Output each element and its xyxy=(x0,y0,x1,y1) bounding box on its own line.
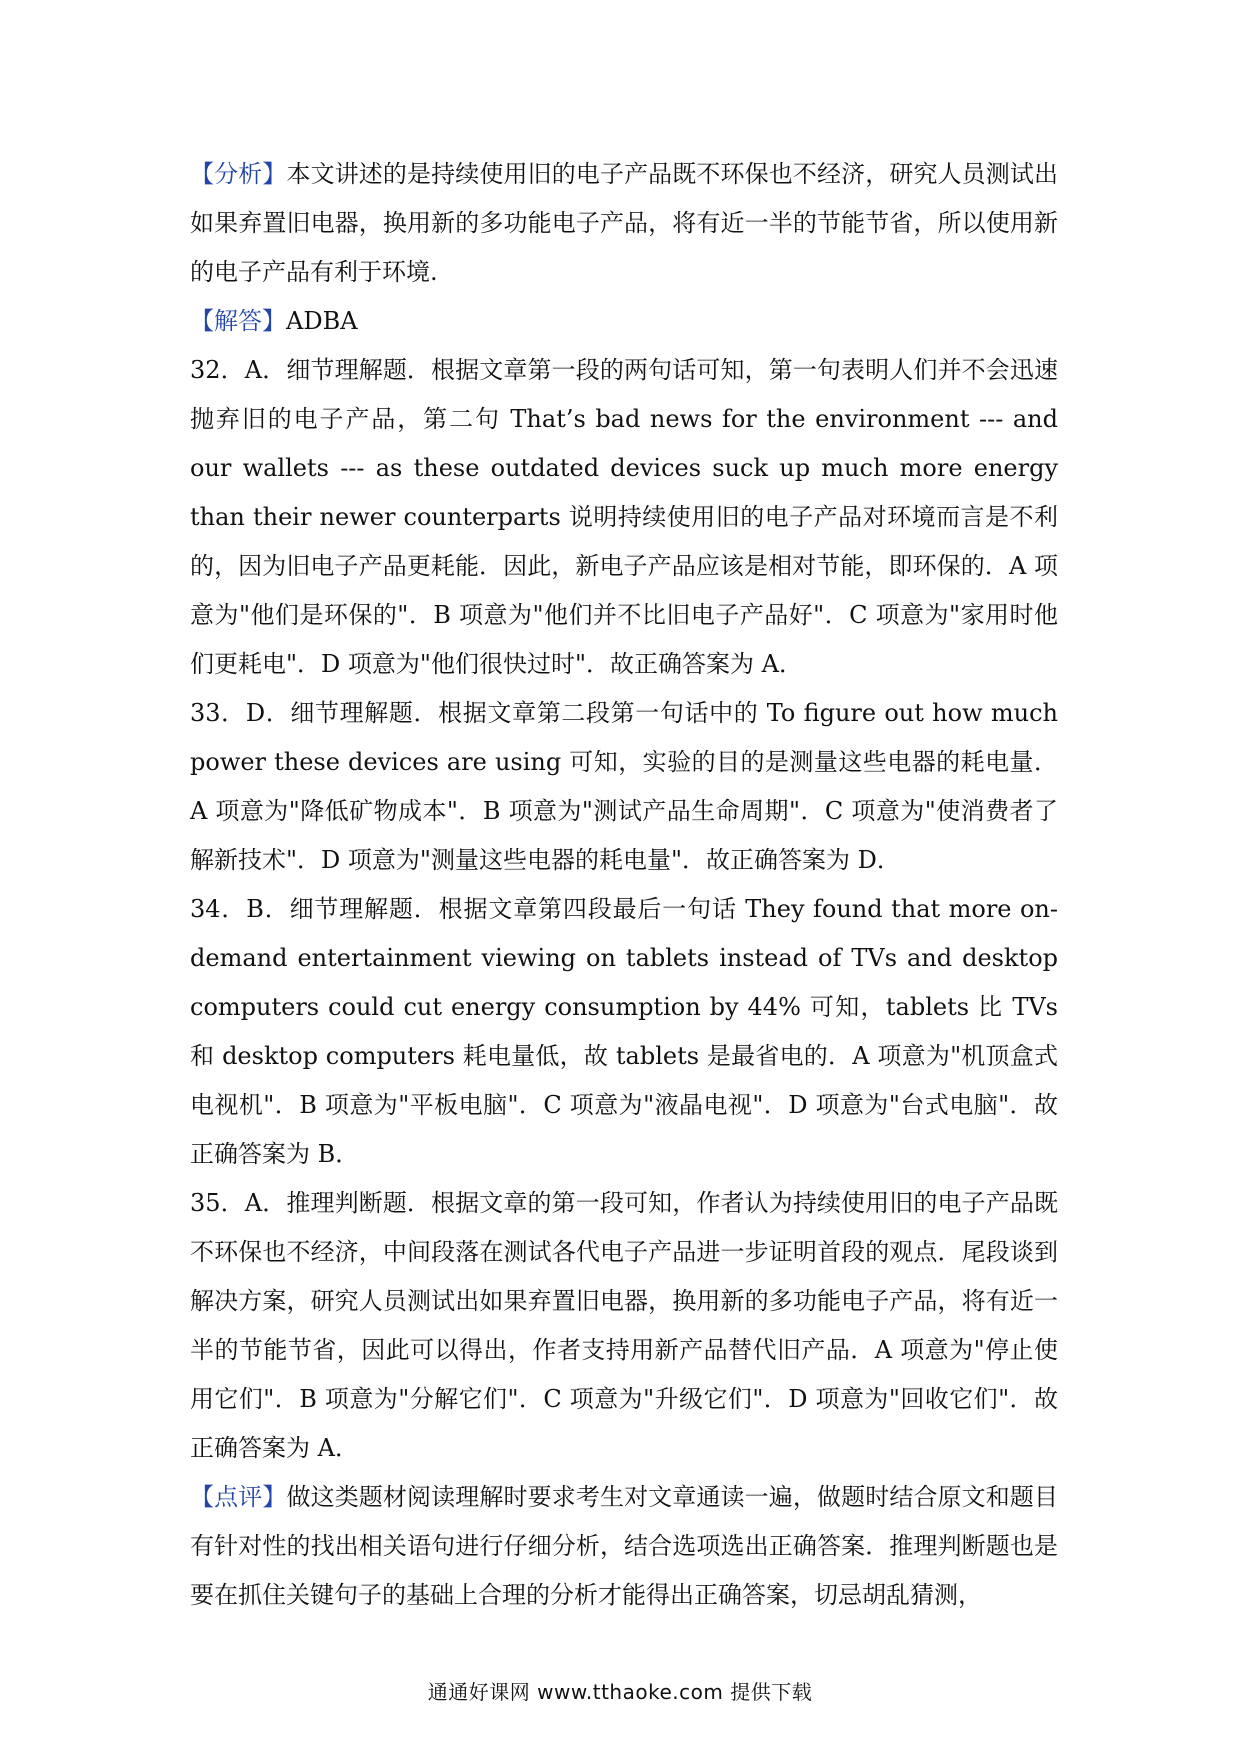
explanation-content xyxy=(190,150,1058,1620)
answer-label: 【解答】 xyxy=(190,307,286,335)
page-footer: 通通好课网 www.tthaoke.com 提供下载 xyxy=(427,1680,813,1704)
comment-text: 做这类题材阅读理解时要求考生对文章通读一遍，做题时结合原文和题目有针对性的找出相关语句进行仔细分析，结合选项选出正确答案．推理判断题也是要在抓住关键句子的基础上合理的分析才能得出正确答案，切忌胡乱猜测， xyxy=(190,1483,1059,1609)
explanation-33: 33．D．细节理解题．根据文章第二段第一句话中的 To figure out how much power these devices are using 可知，实验的目的是测量这些电器的耗电量．A 项意为"降低矿物成本"．B 项意为"测试产品生命周期"．C 项意为"使消费者了解新技术"．D 项意为"测量这些电器的耗电量"．故正确答案为 D． xyxy=(190,699,1058,874)
analysis-text: 本文讲述的是持续使用旧的电子产品既不环保也不经济，研究人员测试出如果弃置旧电器，换用新的多功能电子产品，将有近一半的节能节省，所以使用新的电子产品有利于环境. xyxy=(190,160,1059,286)
comment-label: 【点评】 xyxy=(190,1483,287,1511)
explanation-32: 32．A．细节理解题．根据文章第一段的两句话可知，第一句表明人们并不会迅速抛弃旧的电子产品，第二句 That’s bad news for the environment --- and our wallets --- as these outdated devices suck up much more energy than their newer counterparts 说明持续使用旧的电子产品对环境而言是不利的，因为旧电子产品更耗能．因此，新电子产品应该是相对节能，即环保的．A 项意为"他们是环保的"．B 项意为"他们并不比旧电子产品好"．C 项意为"家用时他们更耗电"．D 项意为"他们很快过时"．故正确答案为 A． xyxy=(190,356,1058,678)
analysis-label: 【分析】 xyxy=(190,160,287,188)
explanation-34: 34．B．细节理解题．根据文章第四段最后一句话 They found that more on-demand entertainment viewing on tablets instead of TVs and desktop computers could cut energy consumption by 44% 可知，tablets 比 TVs 和 desktop computers 耗电量低，故 tablets 是最省电的．A 项意为"机顶盒式电视机"．B 项意为"平板电脑"．C 项意为"液晶电视"．D 项意为"台式电脑"．故正确答案为 B． xyxy=(190,895,1058,1168)
comment-paragraph xyxy=(190,1473,1058,1620)
explanation-35: 35．A．推理判断题．根据文章的第一段可知，作者认为持续使用旧的电子产品既不环保也不经济，中间段落在测试各代电子产品进一步证明首段的观点．尾段谈到解决方案，研究人员测试出如果弃置旧电器，换用新的多功能电子产品，将有近一半的节能节省，因此可以得出，作者支持用新产品替代旧产品．A 项意为"停止使用它们"．B 项意为"分解它们"．C 项意为"升级它们"．D 项意为"回收它们"．故正确答案为 A． xyxy=(190,1189,1058,1462)
answer-paragraph xyxy=(190,297,1058,346)
analysis-paragraph xyxy=(190,150,1058,297)
answer-text: ADBA xyxy=(286,307,358,335)
